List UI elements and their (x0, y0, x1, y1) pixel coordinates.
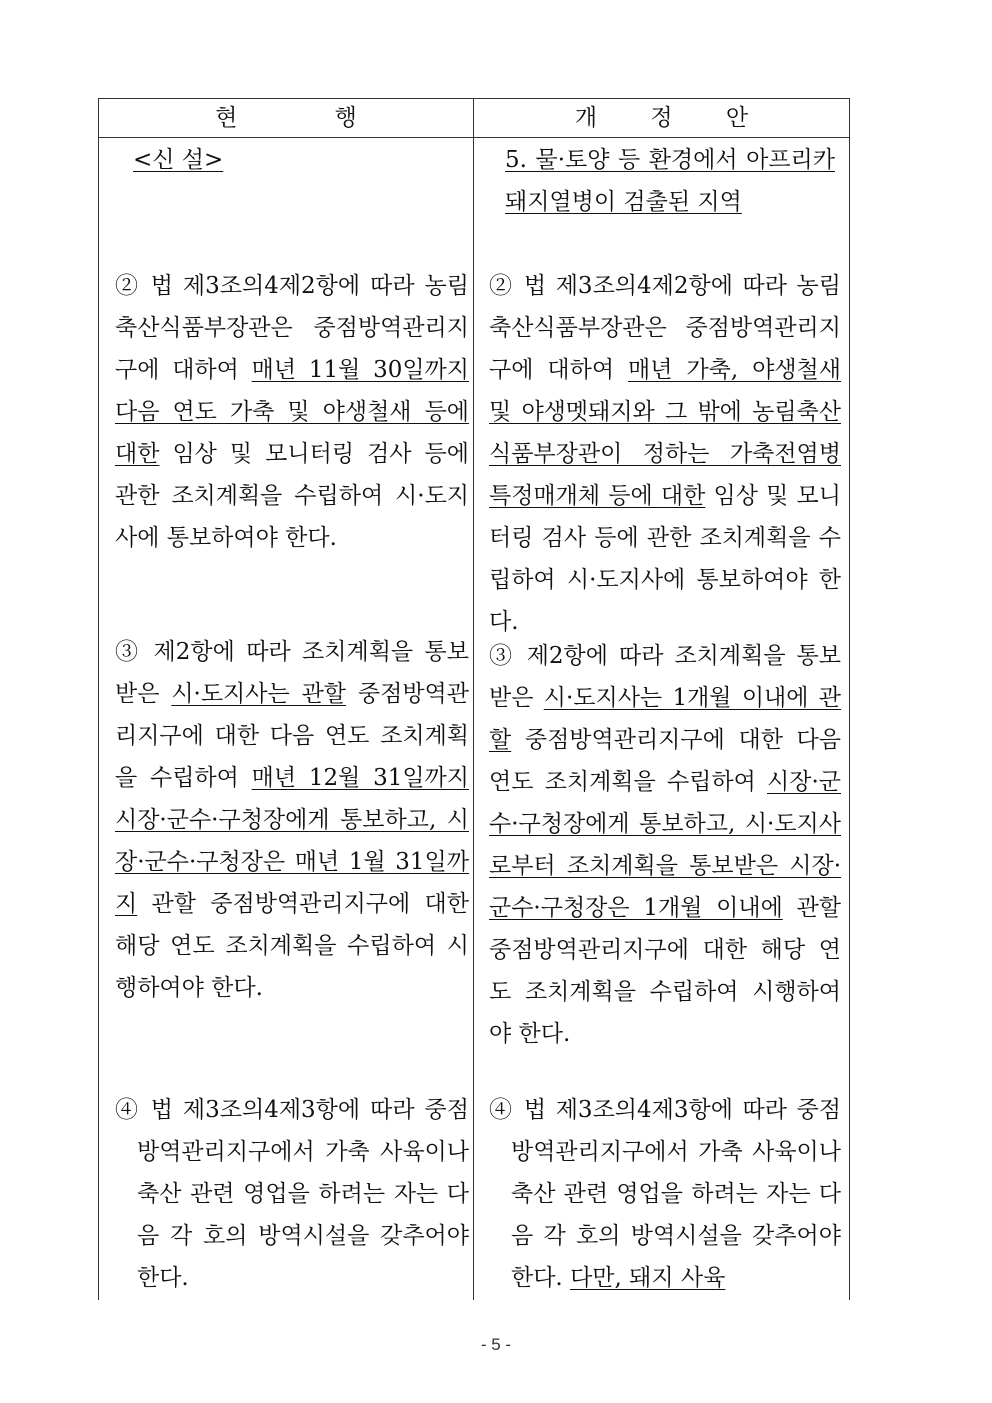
revised-para-3 (489, 635, 841, 1055)
current-para-3-text-c: 관할 중점방역관리지구에 대한 해당 연도 조치계획을 수립하여 시행하여야 한다. (115, 891, 469, 1001)
current-para-3-text-b: 중점방역관리지구에 대한 다음 연도 조치계획을 수립하여 (115, 681, 469, 791)
revised-para-3-underlined-2: 시장·군수·구청장에게 통보하고, 시·도지사로부터 조치계획을 통보받은 시장·군수·구청장은 1개월 이내에 (489, 769, 841, 921)
revised-column (489, 139, 841, 1300)
revised-para-3-text-b: 중점방역관리지구에 대한 다음 연도 조치계획을 수립하여 (489, 727, 841, 795)
revised-para-4-underlined: 다만, 돼지 사육 (570, 1265, 726, 1291)
revised-para-4-text: ④ 법 제3조의4제3항에 따라 중점방역관리지구에서 가축 사육이나 축산 관련 영업을 하려는 자는 다음 각 호의 방역시설을 갖추어야 한다. (489, 1097, 841, 1291)
revised-para-4 (489, 1089, 841, 1299)
new-marker-text: <신 설> (133, 147, 224, 173)
revised-item-5 (489, 139, 841, 223)
revised-para-2 (489, 265, 841, 643)
revised-para-3-underlined-1: 시·도지사는 1개월 이내에 관할 (489, 685, 842, 753)
revised-para-2-text-b: 임상 및 모니터링 검사 등에 관한 조치계획을 수립하여 시·도지사에 통보하여야 한다. (489, 483, 841, 635)
page-number: - 5 - (480, 1335, 512, 1354)
current-para-2-text-b: 임상 및 모니터링 검사 등에 관한 조치계획을 수립하여 시·도지사에 통보하여야 한다. (115, 441, 469, 551)
header-current (99, 99, 473, 137)
header-revised-label: 개 정 안 (574, 105, 749, 131)
current-para-2 (115, 265, 469, 559)
new-marker (115, 139, 469, 181)
revised-item-5-text: 5. 물·토양 등 환경에서 아프리카돼지열병이 검출된 지역 (505, 147, 835, 215)
revised-para-3-text-c: 관할 중점방역관리지구에 대한 해당 연도 조치계획을 수립하여 시행하여야 한다. (489, 895, 842, 1047)
revised-para-2-underlined: 매년 가축, 야생철새 및 야생멧돼지와 그 밖에 농림축산식품부장관이 정하는 가축전염병 특정매개체 등에 대한 (489, 357, 841, 509)
current-para-3-text-a: ③ 제2항에 따라 조치계획을 통보받은 (115, 639, 469, 707)
header-current-label: 현 행 (215, 105, 357, 131)
current-para-3-underlined-1: 시·도지사는 관할 (171, 681, 347, 707)
comparison-table (98, 98, 850, 1300)
revised-para-3-text-a: ③ 제2항에 따라 조치계획을 통보받은 (489, 643, 841, 711)
table-header (99, 99, 849, 138)
current-para-4: ④ 법 제3조의4제3항에 따라 중점방역관리지구에서 가축 사육이나 축산 관련 영업을 하려는 자는 다음 각 호의 방역시설을 갖추어야 한다. (115, 1097, 469, 1291)
current-para-2-underlined: 매년 11월 30일까지 다음 연도 가축 및 야생철새 등에 대한 (115, 357, 469, 467)
current-column (115, 139, 469, 1300)
header-revised (474, 99, 849, 137)
current-para-3 (115, 631, 469, 1009)
current-para-3-underlined-2: 매년 12월 31일까지 시장·군수·구청장에게 통보하고, 시장·군수·구청장은 매년 1월 31일까지 (115, 765, 469, 917)
column-divider (473, 99, 474, 1300)
current-para-2-text-a: ② 법 제3조의4제2항에 따라 농림축산식품부장관은 중점방역관리지구에 대하여 (115, 273, 469, 383)
revised-para-2-text-a: ② 법 제3조의4제2항에 따라 농림축산식품부장관은 중점방역관리지구에 대하여 (489, 273, 841, 383)
